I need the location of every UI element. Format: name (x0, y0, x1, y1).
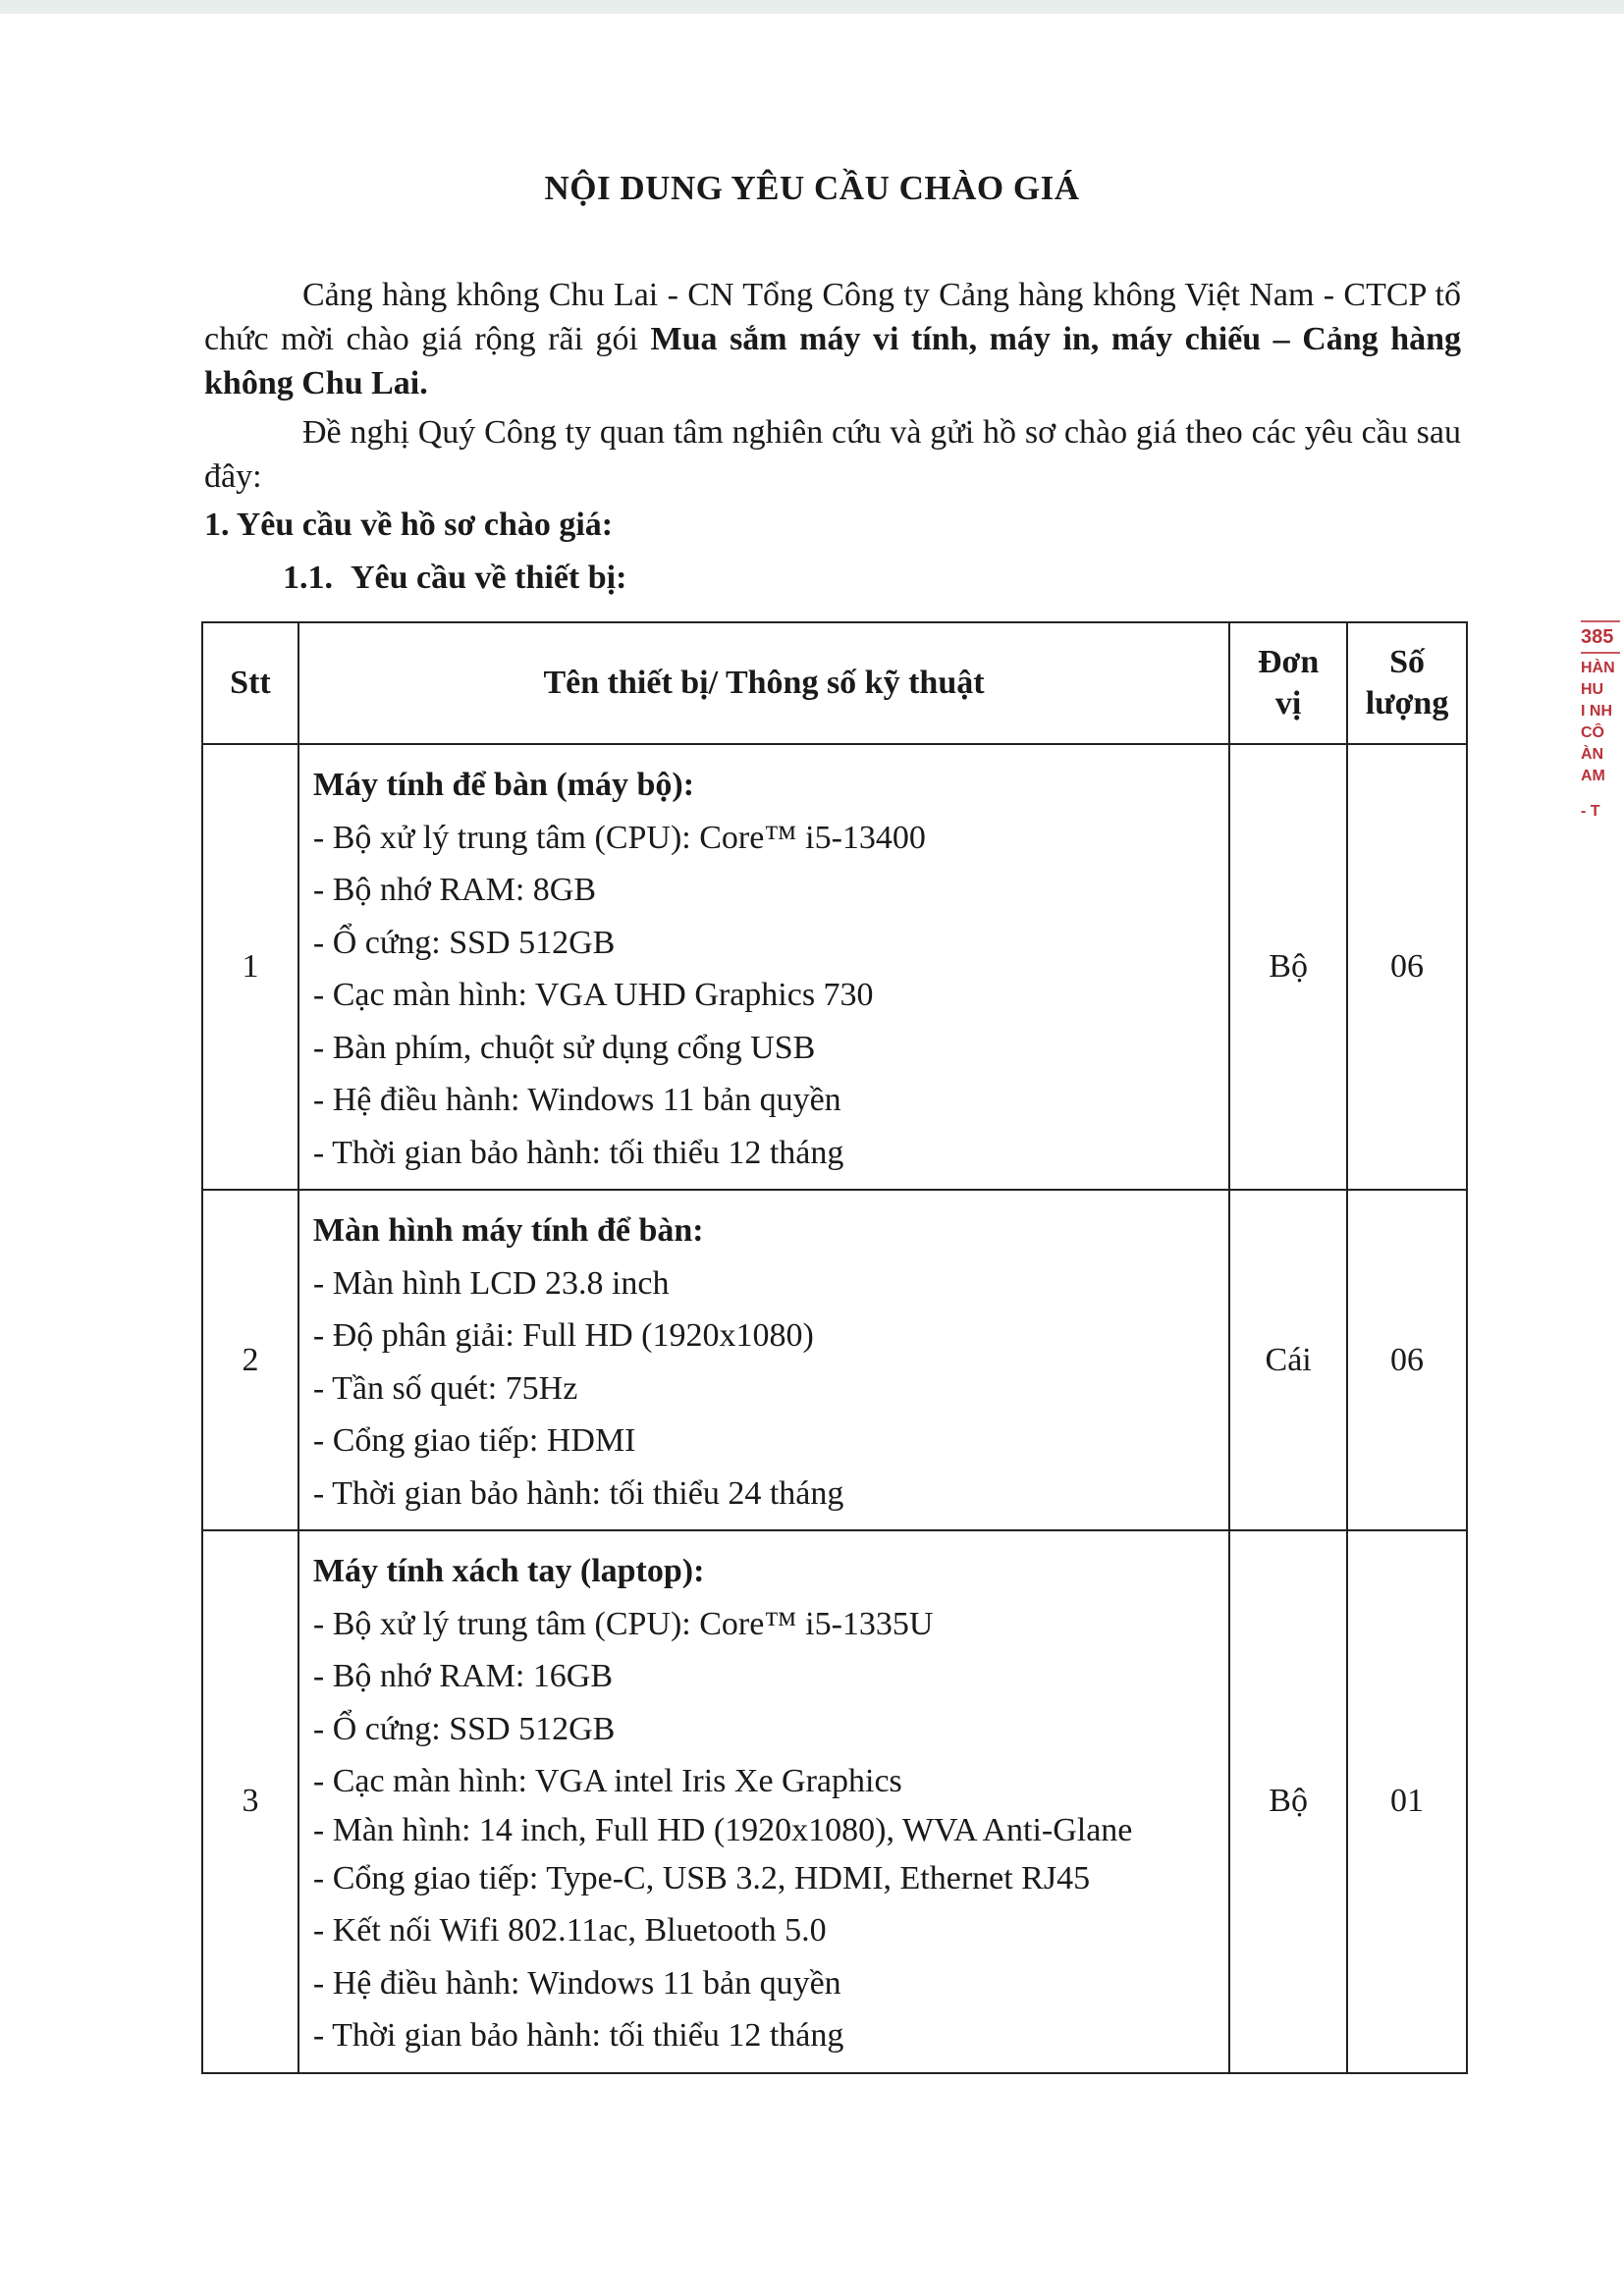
spec-line: - Hệ điều hành: Windows 11 bản quyền (312, 1964, 841, 2002)
header-quantity: Số lượng (1347, 622, 1467, 744)
row-stt: 2 (202, 1190, 298, 1530)
stamp-text: I NH (1581, 703, 1612, 720)
stamp-text: AM (1581, 768, 1605, 784)
spec-line: - Độ phân giải: Full HD (1920x1080) (312, 1317, 814, 1354)
table-header-row (202, 622, 1467, 744)
row-stt: 3 (202, 1530, 298, 2073)
spec-line: - Tần số quét: 75Hz (312, 1369, 578, 1407)
row-unit: Bộ (1229, 744, 1347, 1190)
header-name: Tên thiết bị/ Thông số kỹ thuật (298, 622, 1229, 744)
row-unit: Bộ (1229, 1530, 1347, 2073)
stamp-text: CÔ (1581, 724, 1604, 741)
stamp-text: - T (1581, 803, 1600, 820)
item-title: Màn hình máy tính để bàn: (312, 1212, 704, 1249)
spec-line: - Bộ nhớ RAM: 16GB (312, 1658, 613, 1694)
intro-paragraph (204, 273, 1461, 405)
row-description (298, 744, 1229, 1190)
header-stt: Stt (202, 622, 298, 744)
spec-line: - Ổ cứng: SSD 512GB (312, 924, 616, 961)
table-row (202, 1530, 1467, 2073)
spec-line: - Cạc màn hình: VGA intel Iris Xe Graphics (312, 1763, 902, 1799)
request-text: Đề nghị Quý Công ty quan tâm nghiên cứu và gửi hồ sơ chào giá theo các yêu cầu sau đây: (204, 414, 1461, 495)
row-quantity: 06 (1347, 744, 1467, 1190)
document-title: NỘI DUNG YÊU CẦU CHÀO GIÁ (544, 169, 1080, 207)
section-1-1-text: Yêu cầu về thiết bị: (351, 560, 627, 596)
spec-line: - Bộ nhớ RAM: 8GB (312, 872, 596, 908)
stamp-text: HÀN (1581, 660, 1615, 676)
spec-line: - Màn hình: 14 inch, Full HD (1920x1080), WVA Anti-Glane (312, 1811, 1133, 1848)
spec-line: - Thời gian bảo hành: tối thiểu 24 tháng (312, 1474, 844, 1512)
section-1-heading: 1. Yêu cầu về hồ sơ chào giá: (204, 507, 614, 543)
row-description (298, 1530, 1229, 2073)
section-1-1-heading (283, 560, 626, 597)
spec-line: - Thời gian bảo hành: tối thiểu 12 tháng (312, 1134, 844, 1171)
stamp-text: HU (1581, 681, 1604, 698)
intro-text: Cảng hàng không Chu Lai - CN Tổng Công ty Cảng hàng không Việt Nam - CTCP tổ chức mời chào giá rộng rãi gói (204, 277, 1461, 357)
item-title: Máy tính để bàn (máy bộ): (312, 767, 695, 803)
request-paragraph (204, 410, 1461, 499)
equipment-table (201, 621, 1468, 2074)
stamp-fragment (1581, 616, 1624, 823)
stamp-text: ÀN (1581, 746, 1604, 763)
header-unit: Đơn vị (1229, 622, 1347, 744)
package-name: Mua sắm máy vi tính, máy in, máy chiếu – Cảng hàng không Chu Lai. (204, 321, 1462, 401)
spec-line: - Ổ cứng: SSD 512GB (312, 1710, 616, 1747)
row-unit: Cái (1229, 1190, 1347, 1530)
row-stt: 1 (202, 744, 298, 1190)
spec-line: - Cổng giao tiếp: Type-C, USB 3.2, HDMI, Ethernet RJ45 (312, 1859, 1091, 1896)
table-row (202, 1190, 1467, 1530)
section-1-1-number: 1.1. (283, 560, 333, 596)
spec-line: - Bộ xử lý trung tâm (CPU): Core™ i5-13400 (312, 819, 926, 856)
spec-line: - Cạc màn hình: VGA UHD Graphics 730 (312, 977, 874, 1013)
spec-line: - Cổng giao tiếp: HDMI (312, 1422, 636, 1459)
spec-line: - Bộ xử lý trung tâm (CPU): Core™ i5-1335U (312, 1605, 934, 1642)
row-quantity: 01 (1347, 1530, 1467, 2073)
row-quantity: 06 (1347, 1190, 1467, 1530)
stamp-text: 385 (1581, 626, 1614, 648)
spec-line: - Thời gian bảo hành: tối thiểu 12 tháng (312, 2017, 844, 2054)
table-row (202, 744, 1467, 1190)
item-title: Máy tính xách tay (laptop): (312, 1553, 705, 1589)
row-description (298, 1190, 1229, 1530)
spec-line: - Màn hình LCD 23.8 inch (312, 1264, 670, 1302)
spec-line: - Hệ điều hành: Windows 11 bản quyền (312, 1082, 841, 1118)
spec-line: - Bàn phím, chuột sử dụng cổng USB (312, 1029, 816, 1066)
scan-top-band (0, 0, 1624, 14)
spec-line: - Kết nối Wifi 802.11ac, Bluetooth 5.0 (312, 1912, 827, 1949)
